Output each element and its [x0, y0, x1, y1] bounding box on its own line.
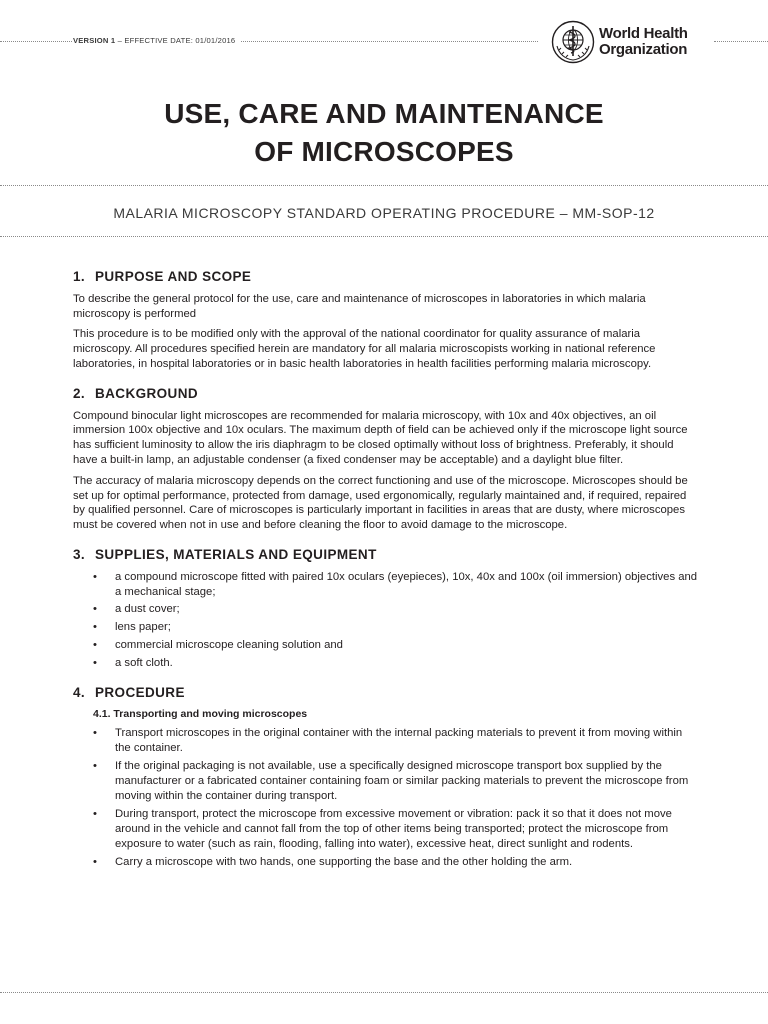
section-title: PURPOSE AND SCOPE: [95, 269, 252, 284]
who-emblem-icon: [551, 20, 595, 64]
list-item: • If the original packaging is not available, use a specifically designed microscope transport box supplied by the manufacturer or a fabricated container containing foam or similar packing materials to prevent the microscope from moving within the container during transport.: [93, 759, 698, 803]
document-body: [73, 270, 698, 885]
list-item: • a dust cover;: [93, 602, 698, 617]
section-number: 1.: [73, 269, 86, 284]
section-title: BACKGROUND: [95, 385, 198, 401]
who-logo-text: [599, 26, 688, 58]
logo-line-2: Organization: [599, 41, 688, 58]
section-number: 4.: [73, 684, 86, 700]
supplies-list: [93, 570, 698, 671]
footer-divider: [0, 992, 768, 993]
effective-date: – EFFECTIVE DATE: 01/01/2016: [115, 36, 236, 45]
section-heading: [73, 270, 698, 285]
document-subtitle: MALARIA MICROSCOPY STANDARD OPERATING PROCEDURE – MM-SOP-12: [113, 205, 655, 221]
subtitle-divider: [0, 236, 768, 237]
title-divider: [0, 185, 768, 186]
paragraph: Compound binocular light microscopes are recommended for malaria microscopy, with 10x and 40x objectives, an oil immersion 100x objective and 10x oculars. The maximum depth of field can be achieved only if the microscope light source has sufficient luminosity to allow the iris diaphragm to be closed optimally without loss of brightness. Preferably, it should have a built-in lamp, an adjustable condenser (a fixed condenser may be acceptable) and a daylight blue filter.: [73, 409, 688, 466]
section-title: SUPPLIES, MATERIALS AND EQUIPMENT: [95, 546, 377, 562]
paragraph: This procedure is to be modified only with the approval of the national coordinator for quality assurance of malaria microscopy. All procedures specified herein are mandatory for all malaria microscopists working in national reference laboratories, in hospital laboratories or in basic health laboratories in health facilities performing malaria microscopy.: [73, 328, 656, 370]
list-item: • Transport microscopes in the original container with the internal packing materials to prevent it from moving within the container.: [93, 726, 698, 756]
subsection-heading: 4.1. Transporting and moving microscopes: [93, 708, 308, 721]
list-item: • During transport, protect the microscope from excessive movement or vibration: pack it so that it does not move around in the vehicle and cannot fall from the top of other items being transported; protect the microscope from exposure to water (such as rain, flooding, falling into water), excessive heat, direct sunlight and rodents.: [93, 807, 698, 851]
paragraph: The accuracy of malaria microscopy depends on the correct functioning and use of the microscope. Microscopes should be set up for optimal performance, protected from damage, used ergonomically, regularly maintained and, if required, repaired by qualified personnel. Care of microscopes is particularly important in facilities in areas that are dusty, where microscopes must be covered when not in use and before cleaning the floor to avoid damage to the microscope.: [73, 474, 688, 532]
section-background: [73, 387, 698, 533]
section-supplies: [73, 548, 698, 671]
header-divider-right: [714, 41, 768, 42]
procedure-list: [93, 726, 698, 870]
title-line-1: USE, CARE AND MAINTENANCE: [164, 98, 604, 129]
section-title: PROCEDURE: [95, 684, 185, 700]
section-procedure: [73, 686, 698, 870]
paragraph: To describe the general protocol for the use, care and maintenance of microscopes in laboratories in which malaria microscopy is performed: [73, 292, 646, 320]
version-label: [73, 36, 241, 45]
list-item: • a compound microscope fitted with paired 10x oculars (eyepieces), 10x, 40x and 100x (oil immersion) objectives and a mechanical stage;: [93, 570, 698, 600]
title-line-2: OF MICROSCOPES: [254, 136, 514, 167]
document-title: [0, 95, 768, 171]
section-number: 3.: [73, 546, 86, 562]
list-item: • Carry a microscope with two hands, one supporting the base and the other holding the arm.: [93, 855, 698, 870]
section-heading: [73, 548, 698, 563]
list-item: • lens paper;: [93, 620, 698, 635]
list-item: • a soft cloth.: [93, 656, 698, 671]
section-heading: [73, 387, 698, 402]
version-number: VERSION 1: [73, 36, 116, 45]
section-heading: [73, 686, 698, 701]
section-number: 2.: [73, 385, 86, 401]
who-logo: [551, 20, 711, 64]
list-item: • commercial microscope cleaning solution and: [93, 638, 698, 653]
section-purpose-scope: [73, 270, 698, 372]
logo-line-1: World Health: [599, 25, 688, 42]
